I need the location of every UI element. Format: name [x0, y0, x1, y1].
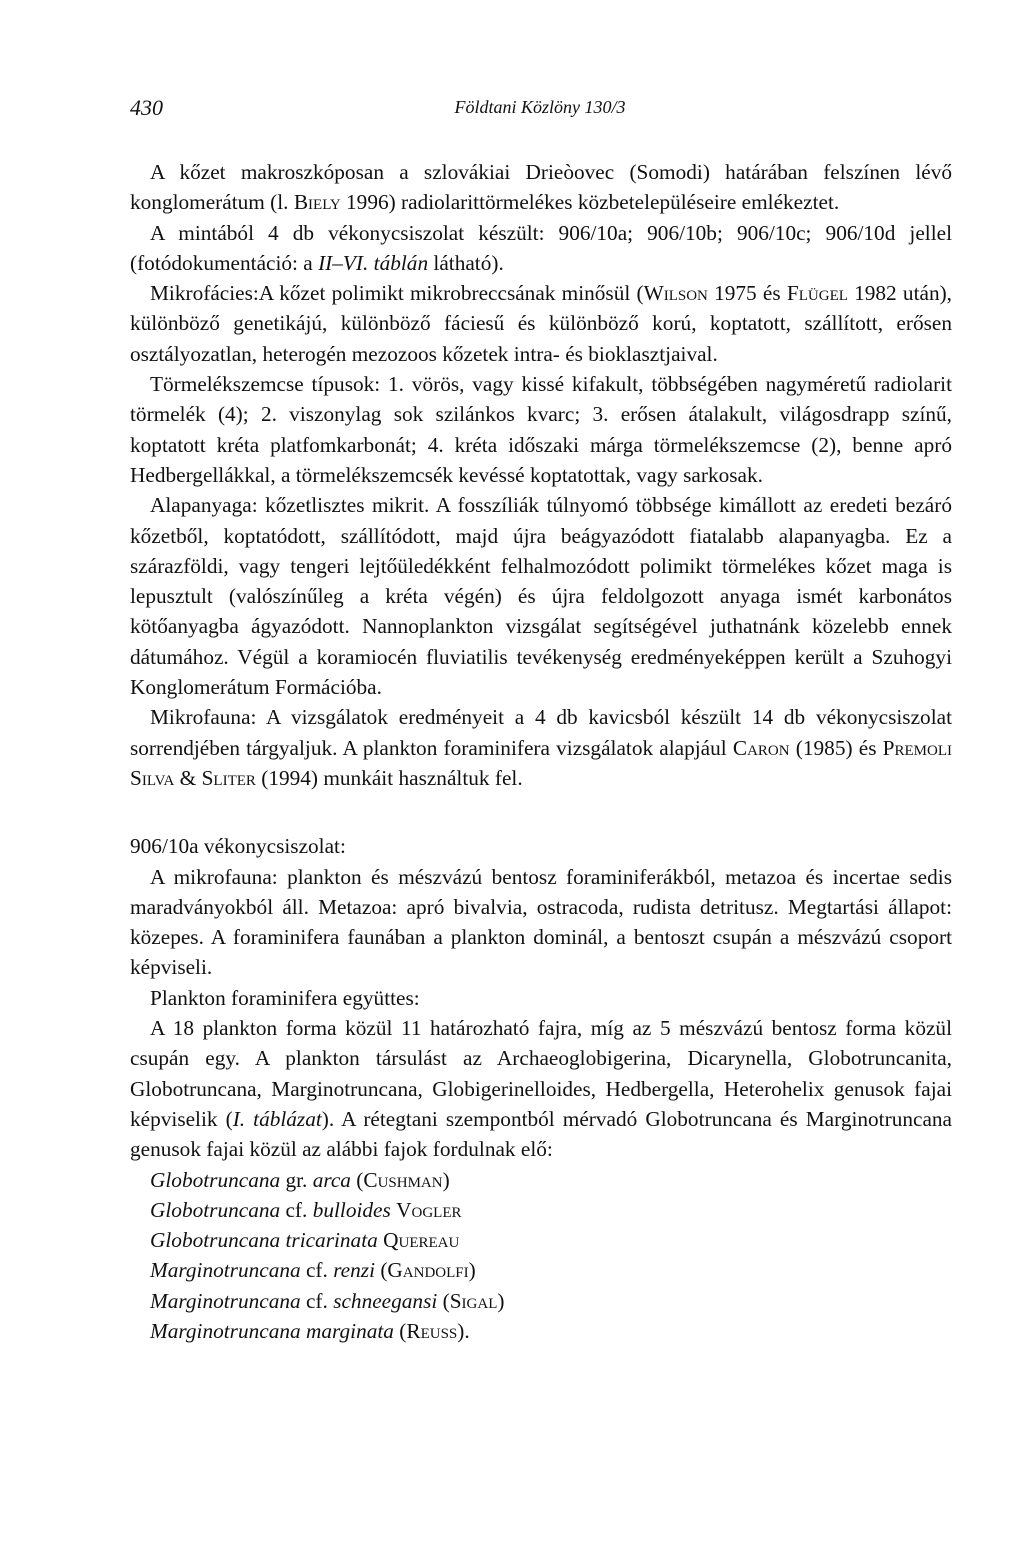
- text-span: Mikrofácies:A kőzet polimikt mikrobreccsának minősül (: [150, 281, 644, 306]
- text-span: 1982 után), különböző genetikájú, különböző fáciesű és különböző korú, koptatott, szállított, erősen osztályozatlan, heterogén mezozoos kőzetek intra- és bioklasztjaival.: [130, 281, 953, 366]
- punctuation: ): [497, 1288, 505, 1313]
- author-name: Reuss: [406, 1318, 458, 1343]
- author-name: Biely: [293, 190, 341, 215]
- genus-name: Marginotruncana: [150, 1258, 301, 1283]
- punctuation: (: [375, 1258, 388, 1283]
- text-span: 1996) radiolarittörmelékes közbetelepüléseire emlékeztet.: [340, 190, 840, 215]
- section-gap: [130, 793, 952, 831]
- punctuation: ).: [457, 1318, 470, 1343]
- qualifier: cf.: [300, 1258, 334, 1283]
- author-name: Wilson: [643, 281, 708, 306]
- genus-name: Globotruncana: [150, 1167, 281, 1192]
- paragraph: Törmelékszemcse típusok: 1. vörös, vagy kissé kifakult, többségében nagyméretű radiolarit törmelék (4); 2. viszonylag sok szilánkos kvarc; 3. erősen átalakult, világosdrapp színű, koptatott kréta platfomkarbonát; 4. kréta időszaki márga törmelékszemcse (2), benne apró Hedbergellákkal, a törmelékszemcsék kevéssé koptatottak, vagy sarkosak.: [130, 372, 952, 487]
- table-reference: I. táblázat: [232, 1106, 322, 1131]
- author-name: Quereau: [383, 1228, 460, 1253]
- species-item: [130, 1255, 952, 1285]
- text-span: 1975 és: [707, 281, 787, 306]
- species-item: [130, 1165, 952, 1195]
- species-epithet: bulloides: [312, 1197, 391, 1222]
- species-item: [130, 1225, 952, 1255]
- qualifier: gr.: [280, 1167, 313, 1192]
- paragraph: A mikrofauna: plankton és mészvázú bentosz foraminiferákból, metazoa és incertae sedis maradványokból áll. Metazoa: apró bivalvia, ostracoda, rudista detritusz. Megtartási állapot: közepes. A foraminifera faunában a plankton dominál, a bentoszt csupán a mészvázú csoport képviseli.: [130, 864, 952, 980]
- text-span: &: [174, 765, 202, 790]
- paragraph: [130, 157, 952, 218]
- paragraph: Plankton foraminifera együttes:: [150, 985, 420, 1010]
- author-name: Flügel: [786, 281, 848, 306]
- punctuation: (: [437, 1288, 450, 1313]
- text-span: A mintából 4 db vékonycsiszolat készült: 906/10a; 906/10b; 906/10c; 906/10d jellel (fotódokumentáció: a: [130, 220, 952, 275]
- page-number: 430: [130, 95, 163, 120]
- figure-reference: II–VI. táblán: [318, 250, 429, 275]
- section-heading: 906/10a vékonycsiszolat:: [130, 834, 346, 859]
- genus-name: Globotruncana: [150, 1228, 281, 1253]
- qualifier: cf.: [300, 1288, 334, 1313]
- genus-name: Marginotruncana: [150, 1318, 301, 1343]
- species-list: [130, 1165, 952, 1347]
- text-span: A 18 plankton forma közül 11 határozható fajra, míg az 5 mészvázú bentosz forma közül csupán egy. A plankton társulást az Archaeoglobigerina, Dicarynella, Globotruncanita, Globotruncana, Marginotruncana, Globigerinelloides, Hedbergella, Heterohelix genusok fajai képviselik (: [130, 1016, 952, 1131]
- author-name: Premoli Silva: [130, 735, 952, 790]
- running-head: Földtani Közlöny 130/3: [454, 97, 626, 117]
- punctuation: ): [468, 1258, 476, 1283]
- author-name: Sigal: [449, 1288, 498, 1313]
- species-epithet: marginata: [305, 1318, 394, 1343]
- text-span: (1985) és: [789, 735, 883, 760]
- species-epithet: arca: [312, 1167, 351, 1192]
- body-text: [130, 157, 952, 1346]
- text-span: látható).: [428, 250, 504, 275]
- paragraph: [130, 278, 952, 369]
- species-epithet: tricarinata: [285, 1228, 378, 1253]
- species-epithet: schneegansi: [333, 1288, 438, 1313]
- page-header: [130, 95, 950, 125]
- author-name: Cushman: [363, 1167, 443, 1192]
- species-item: [130, 1195, 952, 1225]
- species-item: [130, 1316, 952, 1346]
- punctuation: (: [393, 1318, 407, 1343]
- author-name: Vogler: [396, 1197, 462, 1222]
- paragraph: [130, 218, 952, 279]
- paragraph: [130, 702, 952, 793]
- species-item: [130, 1286, 952, 1316]
- genus-name: Globotruncana: [150, 1197, 281, 1222]
- paragraph: [130, 1013, 952, 1164]
- paragraph: Alapanyaga: kőzetlisztes mikrit. A fosszíliák túlnyomó többsége kimállott az eredeti bezáró kőzetből, koptatódott, szállítódott, majd újra beágyazódott fiatalabb alapanyagba. Ez a szárazföldi, vagy tengeri lejtőüledékként felhalmozódott polimikt törmelékes kőzet maga is lepusztult (valószínűleg a kréta végén) és újra feldolgozott anyaga ismét karbonátos kötőanyagba ágyazódott. Nannoplankton vizsgálat segítségével juthatnánk közelebb ennek dátumához. Végül a koramiocén fluviatilis tevékenység eredményeképpen került a Szuhogyi Konglomerátum Formációba.: [130, 493, 952, 700]
- genus-name: Marginotruncana: [150, 1288, 301, 1313]
- text-span: ). A rétegtani szempontból mérvadó Globotruncana és Marginotruncana genusok fajai közül az alábbi fajok fordulnak elő:: [130, 1106, 952, 1162]
- text-span: Mikrofauna: A vizsgálatok eredményeit a 4 db kavicsból készült 14 db vékonycsiszolat sorrendjében tárgyaljuk. A plankton foraminifera vizsgálatok alapjául: [130, 705, 952, 760]
- text-span: (1994) munkáit használtuk fel.: [255, 765, 523, 790]
- punctuation: (: [350, 1167, 364, 1192]
- text-span: A kőzet makroszkóposan a szlovákiai Drieòovec (Somodi) határában felszínen lévő konglomerátum (l.: [130, 160, 952, 215]
- qualifier: cf.: [280, 1197, 313, 1222]
- author-name: Caron: [732, 735, 790, 760]
- punctuation: ): [442, 1167, 450, 1192]
- author-name: Gandolfi: [387, 1258, 469, 1283]
- species-epithet: renzi: [333, 1258, 375, 1283]
- author-name: Sliter: [201, 765, 256, 790]
